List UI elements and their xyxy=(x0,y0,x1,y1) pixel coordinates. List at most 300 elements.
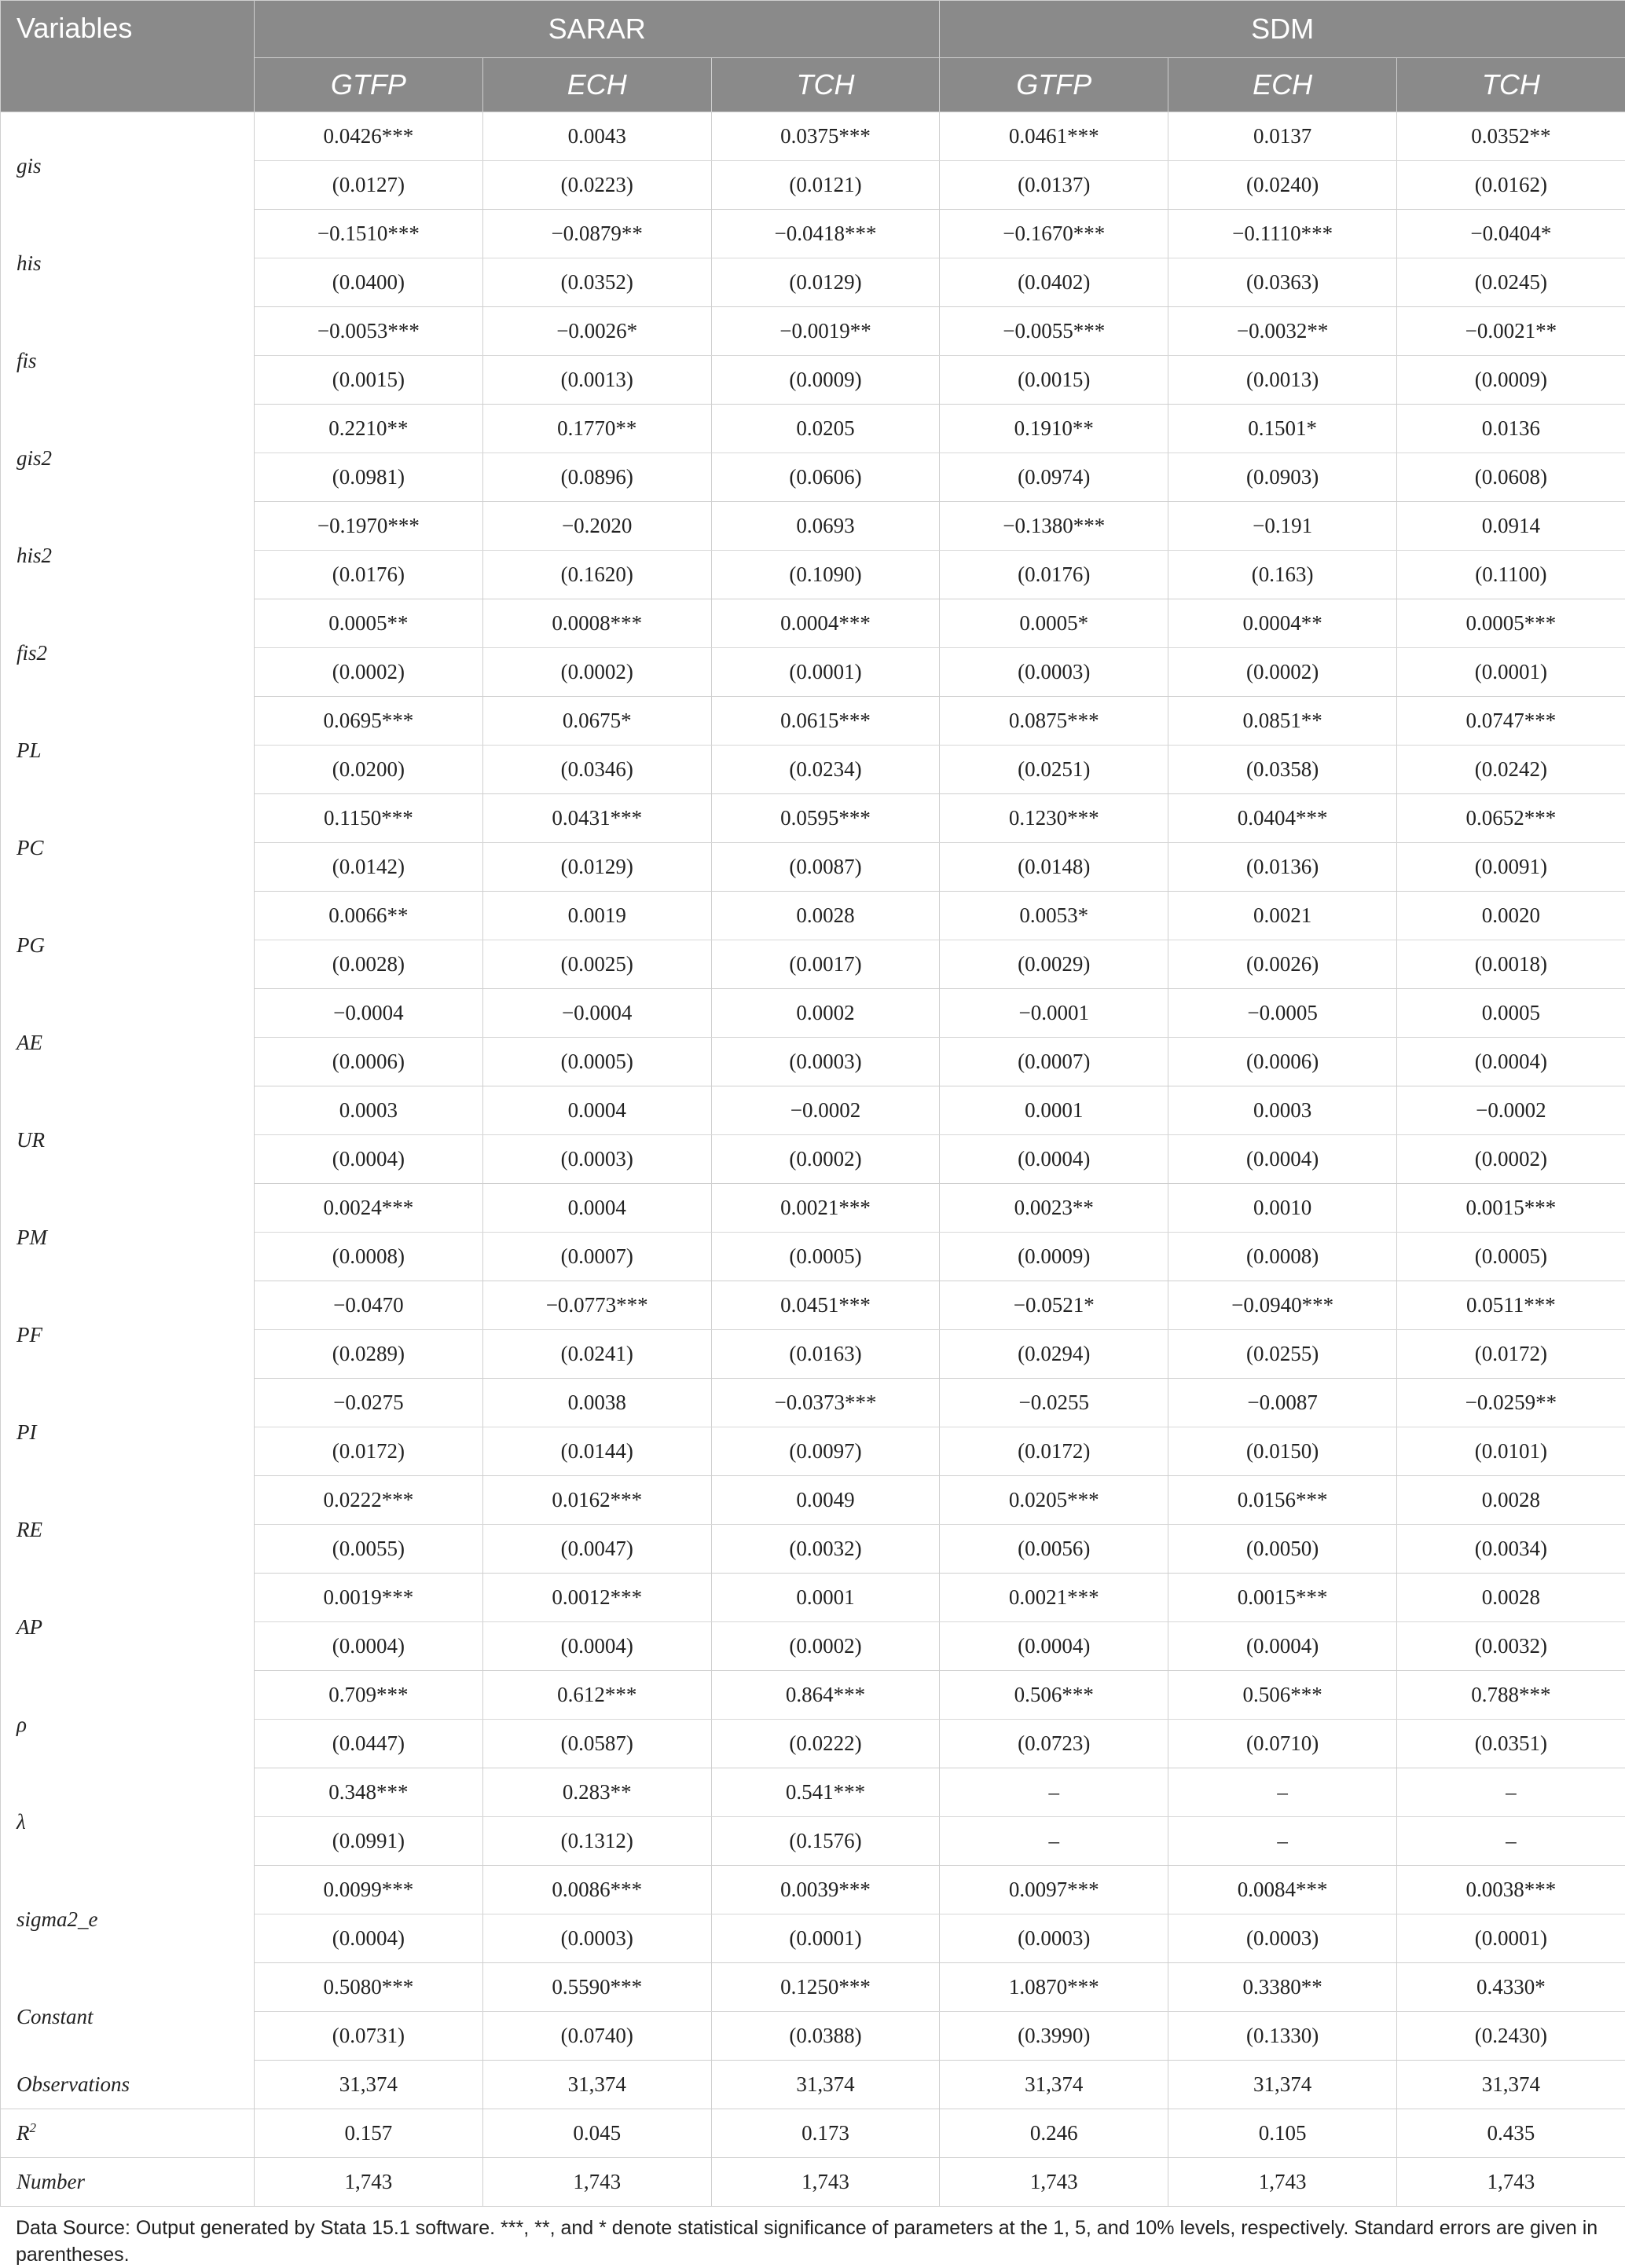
standard-error-cell: (0.0388) xyxy=(711,2012,940,2061)
standard-error-cell: – xyxy=(1168,1817,1397,1866)
coefficient-cell: −0.0002 xyxy=(711,1086,940,1135)
standard-error-cell: (0.0400) xyxy=(255,258,483,307)
coefficient-cell: −0.1380*** xyxy=(940,502,1168,551)
coefficient-cell: 0.0008*** xyxy=(482,599,711,648)
standard-error-cell: (0.0087) xyxy=(711,843,940,892)
coefficient-cell: 0.0136 xyxy=(1396,405,1625,453)
summary-value-cell: 31,374 xyxy=(482,2061,711,2109)
standard-error-cell: (0.0176) xyxy=(255,551,483,599)
variable-name: RE xyxy=(1,1476,255,1574)
coefficient-cell: 0.0024*** xyxy=(255,1184,483,1233)
standard-error-cell: (0.0172) xyxy=(255,1427,483,1476)
standard-error-cell: (0.0032) xyxy=(1396,1622,1625,1671)
coefficient-cell: 0.0021*** xyxy=(940,1574,1168,1622)
coefficient-row xyxy=(1,1281,1625,1330)
standard-error-cell: (0.0991) xyxy=(255,1817,483,1866)
coefficient-cell: 0.1250*** xyxy=(711,1963,940,2012)
coefficient-cell: 0.0028 xyxy=(711,892,940,940)
coefficient-cell: 0.541*** xyxy=(711,1768,940,1817)
standard-error-cell: (0.0981) xyxy=(255,453,483,502)
coefficient-row xyxy=(1,1184,1625,1233)
standard-error-cell: (0.0251) xyxy=(940,746,1168,794)
coefficient-row xyxy=(1,1963,1625,2012)
coefficient-row xyxy=(1,989,1625,1038)
coefficient-row xyxy=(1,892,1625,940)
standard-error-cell: (0.0447) xyxy=(255,1720,483,1768)
group-header-sarar: SARAR xyxy=(255,1,940,58)
coefficient-cell: – xyxy=(1168,1768,1397,1817)
standard-error-cell: (0.0127) xyxy=(255,161,483,210)
coefficient-row xyxy=(1,697,1625,746)
coefficient-cell: 0.864*** xyxy=(711,1671,940,1720)
standard-error-cell: (0.0002) xyxy=(1168,648,1397,697)
coefficient-cell: 0.0652*** xyxy=(1396,794,1625,843)
standard-error-cell: (0.0740) xyxy=(482,2012,711,2061)
standard-error-cell: (0.3990) xyxy=(940,2012,1168,2061)
coefficient-cell: −0.0879** xyxy=(482,210,711,258)
standard-error-cell: (0.0150) xyxy=(1168,1427,1397,1476)
summary-row xyxy=(1,2158,1625,2207)
coefficient-cell: 0.0431*** xyxy=(482,794,711,843)
standard-error-cell: (0.0004) xyxy=(255,1622,483,1671)
standard-error-cell: (0.1620) xyxy=(482,551,711,599)
standard-error-cell: (0.0013) xyxy=(482,356,711,405)
standard-error-cell: (0.0289) xyxy=(255,1330,483,1379)
coefficient-cell: 0.5080*** xyxy=(255,1963,483,2012)
summary-value-cell: 1,743 xyxy=(255,2158,483,2207)
variable-name: PG xyxy=(1,892,255,989)
standard-error-cell: (0.0015) xyxy=(255,356,483,405)
standard-error-cell: (0.0137) xyxy=(940,161,1168,210)
variable-name: PC xyxy=(1,794,255,892)
coefficient-cell: 0.0375*** xyxy=(711,112,940,161)
standard-error-cell: (0.0245) xyxy=(1396,258,1625,307)
coefficient-cell: −0.0773*** xyxy=(482,1281,711,1330)
coefficient-cell: 0.0019 xyxy=(482,892,711,940)
coefficient-cell: −0.1510*** xyxy=(255,210,483,258)
standard-error-cell: (0.0001) xyxy=(711,1914,940,1963)
summary-value-cell: 31,374 xyxy=(711,2061,940,2109)
coefficient-row xyxy=(1,210,1625,258)
variable-name: Constant xyxy=(1,1963,255,2061)
standard-error-cell: (0.0121) xyxy=(711,161,940,210)
standard-error-cell: (0.0006) xyxy=(255,1038,483,1086)
coefficient-row xyxy=(1,599,1625,648)
standard-error-cell: (0.0129) xyxy=(711,258,940,307)
coefficient-row xyxy=(1,1476,1625,1525)
group-header-sdm: SDM xyxy=(940,1,1625,58)
variable-name: PI xyxy=(1,1379,255,1476)
coefficient-cell: −0.0087 xyxy=(1168,1379,1397,1427)
standard-error-cell: (0.0351) xyxy=(1396,1720,1625,1768)
coefficient-row xyxy=(1,1086,1625,1135)
standard-error-cell: (0.0009) xyxy=(1396,356,1625,405)
standard-error-cell: (0.0034) xyxy=(1396,1525,1625,1574)
variable-name: ρ xyxy=(1,1671,255,1768)
standard-error-cell: (0.0009) xyxy=(940,1233,1168,1281)
coefficient-cell: 0.2210** xyxy=(255,405,483,453)
summary-label-text: Number xyxy=(17,2170,85,2193)
coefficient-cell: −0.1110*** xyxy=(1168,210,1397,258)
coefficient-cell: −0.0019** xyxy=(711,307,940,356)
summary-value-cell: 0.435 xyxy=(1396,2109,1625,2158)
coefficient-cell: −0.0404* xyxy=(1396,210,1625,258)
coefficient-cell: 0.0086*** xyxy=(482,1866,711,1914)
coefficient-cell: 0.0099*** xyxy=(255,1866,483,1914)
coefficient-cell: 0.1770** xyxy=(482,405,711,453)
coefficient-cell: 0.0012*** xyxy=(482,1574,711,1622)
standard-error-cell: (0.0028) xyxy=(255,940,483,989)
summary-label xyxy=(1,2061,255,2109)
summary-row xyxy=(1,2109,1625,2158)
coefficient-row xyxy=(1,1768,1625,1817)
coefficient-row xyxy=(1,794,1625,843)
variable-name: PF xyxy=(1,1281,255,1379)
coefficient-cell: 0.0004 xyxy=(482,1184,711,1233)
coefficient-cell: −0.191 xyxy=(1168,502,1397,551)
coefficient-cell: 0.0352** xyxy=(1396,112,1625,161)
standard-error-cell: (0.0008) xyxy=(1168,1233,1397,1281)
summary-row xyxy=(1,2061,1625,2109)
standard-error-cell: (0.0009) xyxy=(711,356,940,405)
coefficient-row xyxy=(1,307,1625,356)
coefficient-cell: −0.0021** xyxy=(1396,307,1625,356)
coefficient-cell: 0.0162*** xyxy=(482,1476,711,1525)
standard-error-cell: (0.0731) xyxy=(255,2012,483,2061)
standard-error-cell: (0.0142) xyxy=(255,843,483,892)
standard-error-cell: (0.0294) xyxy=(940,1330,1168,1379)
coefficient-cell: 0.1501* xyxy=(1168,405,1397,453)
coefficient-cell: 0.4330* xyxy=(1396,1963,1625,2012)
standard-error-cell: (0.0029) xyxy=(940,940,1168,989)
standard-error-cell: (0.0352) xyxy=(482,258,711,307)
coefficient-cell: 0.0404*** xyxy=(1168,794,1397,843)
coefficient-cell: 0.506*** xyxy=(940,1671,1168,1720)
standard-error-cell: (0.1090) xyxy=(711,551,940,599)
coefficient-cell: 0.0015*** xyxy=(1168,1574,1397,1622)
standard-error-cell: (0.0003) xyxy=(940,1914,1168,1963)
coefficient-cell: 0.0461*** xyxy=(940,112,1168,161)
standard-error-cell: (0.1330) xyxy=(1168,2012,1397,2061)
coefficient-cell: 0.0021 xyxy=(1168,892,1397,940)
coefficient-cell: −0.0004 xyxy=(255,989,483,1038)
standard-error-cell: (0.0001) xyxy=(711,648,940,697)
standard-error-cell: (0.0056) xyxy=(940,1525,1168,1574)
coefficient-row xyxy=(1,1671,1625,1720)
standard-error-cell: (0.0136) xyxy=(1168,843,1397,892)
summary-label xyxy=(1,2158,255,2207)
standard-error-cell: (0.0091) xyxy=(1396,843,1625,892)
table-header xyxy=(1,1,1625,112)
subcolumn-header: ECH xyxy=(1168,58,1397,112)
coefficient-cell: 0.0019*** xyxy=(255,1574,483,1622)
standard-error-cell: (0.0005) xyxy=(1396,1233,1625,1281)
standard-error-cell: (0.0050) xyxy=(1168,1525,1397,1574)
coefficient-cell: 0.0002 xyxy=(711,989,940,1038)
standard-error-cell: (0.0002) xyxy=(1396,1135,1625,1184)
coefficient-cell: −0.0053*** xyxy=(255,307,483,356)
standard-error-cell: (0.0608) xyxy=(1396,453,1625,502)
coefficient-row xyxy=(1,1866,1625,1914)
standard-error-cell: (0.0001) xyxy=(1396,648,1625,697)
variable-name: AP xyxy=(1,1574,255,1671)
standard-error-cell: (0.0003) xyxy=(940,648,1168,697)
coefficient-cell: 0.0020 xyxy=(1396,892,1625,940)
coefficient-cell: 0.0001 xyxy=(940,1086,1168,1135)
standard-error-cell: (0.0162) xyxy=(1396,161,1625,210)
standard-error-cell: (0.0242) xyxy=(1396,746,1625,794)
coefficient-row xyxy=(1,1379,1625,1427)
standard-error-cell: (0.0018) xyxy=(1396,940,1625,989)
standard-error-cell: (0.0172) xyxy=(1396,1330,1625,1379)
standard-error-cell: (0.0234) xyxy=(711,746,940,794)
standard-error-cell: (0.0005) xyxy=(482,1038,711,1086)
coefficient-cell: 0.0001 xyxy=(711,1574,940,1622)
coefficient-cell: 0.0039*** xyxy=(711,1866,940,1914)
subcolumn-header: GTFP xyxy=(940,58,1168,112)
standard-error-cell: (0.0017) xyxy=(711,940,940,989)
variable-name: AE xyxy=(1,989,255,1086)
standard-error-cell: (0.0008) xyxy=(255,1233,483,1281)
standard-error-cell: (0.0363) xyxy=(1168,258,1397,307)
standard-error-cell: (0.0047) xyxy=(482,1525,711,1574)
standard-error-cell: (0.0001) xyxy=(1396,1914,1625,1963)
coefficient-cell: −0.0470 xyxy=(255,1281,483,1330)
subcolumn-header: TCH xyxy=(711,58,940,112)
coefficient-cell: 0.0038*** xyxy=(1396,1866,1625,1914)
coefficient-cell: 0.0053* xyxy=(940,892,1168,940)
summary-value-cell: 31,374 xyxy=(1168,2061,1397,2109)
coefficient-cell: −0.0002 xyxy=(1396,1086,1625,1135)
coefficient-cell: −0.0032** xyxy=(1168,307,1397,356)
standard-error-cell: (0.0896) xyxy=(482,453,711,502)
standard-error-cell: (0.0097) xyxy=(711,1427,940,1476)
standard-error-cell: (0.2430) xyxy=(1396,2012,1625,2061)
coefficient-cell: 0.0004 xyxy=(482,1086,711,1135)
standard-error-cell: (0.1576) xyxy=(711,1817,940,1866)
standard-error-cell: (0.0032) xyxy=(711,1525,940,1574)
standard-error-cell: (0.0222) xyxy=(711,1720,940,1768)
variable-name: his xyxy=(1,210,255,307)
standard-error-cell: (0.0710) xyxy=(1168,1720,1397,1768)
coefficient-cell: −0.0373*** xyxy=(711,1379,940,1427)
coefficient-cell: −0.1970*** xyxy=(255,502,483,551)
summary-value-cell: 1,743 xyxy=(1396,2158,1625,2207)
coefficient-cell: – xyxy=(1396,1768,1625,1817)
coefficient-cell: −0.0275 xyxy=(255,1379,483,1427)
standard-error-cell: (0.1312) xyxy=(482,1817,711,1866)
standard-error-cell: (0.0144) xyxy=(482,1427,711,1476)
standard-error-cell: (0.0255) xyxy=(1168,1330,1397,1379)
standard-error-cell: (0.0004) xyxy=(1396,1038,1625,1086)
coefficient-row xyxy=(1,1574,1625,1622)
standard-error-cell: (0.0723) xyxy=(940,1720,1168,1768)
coefficient-cell: 0.506*** xyxy=(1168,1671,1397,1720)
coefficient-cell: 0.0066** xyxy=(255,892,483,940)
standard-error-cell: (0.0004) xyxy=(255,1135,483,1184)
variable-name: PL xyxy=(1,697,255,794)
standard-error-cell: (0.0025) xyxy=(482,940,711,989)
standard-error-cell: (0.0003) xyxy=(482,1135,711,1184)
coefficient-cell: 0.0004** xyxy=(1168,599,1397,648)
standard-error-cell: (0.0003) xyxy=(482,1914,711,1963)
coefficient-cell: 0.0747*** xyxy=(1396,697,1625,746)
summary-label-superscript: 2 xyxy=(30,2120,37,2135)
variable-name: his2 xyxy=(1,502,255,599)
coefficient-cell: 0.0426*** xyxy=(255,112,483,161)
coefficient-cell: 0.0615*** xyxy=(711,697,940,746)
standard-error-cell: (0.0129) xyxy=(482,843,711,892)
standard-error-cell: (0.0240) xyxy=(1168,161,1397,210)
standard-error-cell: (0.0172) xyxy=(940,1427,1168,1476)
summary-value-cell: 1,743 xyxy=(940,2158,1168,2207)
coefficient-cell: 0.0511*** xyxy=(1396,1281,1625,1330)
standard-error-cell: (0.0007) xyxy=(940,1038,1168,1086)
coefficient-cell: 0.612*** xyxy=(482,1671,711,1720)
variable-name: sigma2_e xyxy=(1,1866,255,1963)
summary-value-cell: 0.246 xyxy=(940,2109,1168,2158)
standard-error-cell: (0.0903) xyxy=(1168,453,1397,502)
subcolumn-header: TCH xyxy=(1396,58,1625,112)
summary-label xyxy=(1,2109,255,2158)
coefficient-cell: 1.0870*** xyxy=(940,1963,1168,2012)
coefficient-cell: 0.709*** xyxy=(255,1671,483,1720)
table-body xyxy=(1,112,1625,2207)
standard-error-cell: (0.0004) xyxy=(482,1622,711,1671)
summary-value-cell: 1,743 xyxy=(711,2158,940,2207)
coefficient-row xyxy=(1,112,1625,161)
coefficient-cell: −0.0004 xyxy=(482,989,711,1038)
coefficient-cell: 0.0693 xyxy=(711,502,940,551)
coefficient-cell: 0.1910** xyxy=(940,405,1168,453)
coefficient-cell: 0.5590*** xyxy=(482,1963,711,2012)
coefficient-cell: 0.0043 xyxy=(482,112,711,161)
coefficient-cell: −0.0055*** xyxy=(940,307,1168,356)
coefficient-cell: −0.1670*** xyxy=(940,210,1168,258)
coefficient-cell: −0.0005 xyxy=(1168,989,1397,1038)
standard-error-cell: (0.0002) xyxy=(255,648,483,697)
coefficient-cell: 0.0451*** xyxy=(711,1281,940,1330)
coefficient-cell: 0.0084*** xyxy=(1168,1866,1397,1914)
standard-error-cell: – xyxy=(1396,1817,1625,1866)
variable-name: fis xyxy=(1,307,255,405)
standard-error-cell: (0.0002) xyxy=(711,1622,940,1671)
standard-error-cell: (0.0200) xyxy=(255,746,483,794)
summary-value-cell: 0.045 xyxy=(482,2109,711,2158)
standard-error-cell: (0.0026) xyxy=(1168,940,1397,989)
coefficient-cell: −0.2020 xyxy=(482,502,711,551)
coefficient-cell: 0.0156*** xyxy=(1168,1476,1397,1525)
standard-error-cell: (0.0402) xyxy=(940,258,1168,307)
standard-error-cell: (0.0003) xyxy=(1168,1914,1397,1963)
coefficient-cell: 0.0021*** xyxy=(711,1184,940,1233)
coefficient-cell: 0.0023** xyxy=(940,1184,1168,1233)
summary-label-text: R xyxy=(17,2121,30,2145)
summary-value-cell: 1,743 xyxy=(482,2158,711,2207)
coefficient-cell: −0.0255 xyxy=(940,1379,1168,1427)
standard-error-cell: (0.0223) xyxy=(482,161,711,210)
coefficient-cell: 0.1230*** xyxy=(940,794,1168,843)
coefficient-cell: 0.0049 xyxy=(711,1476,940,1525)
standard-error-cell: (0.1100) xyxy=(1396,551,1625,599)
variable-name: λ xyxy=(1,1768,255,1866)
coefficient-cell: 0.0595*** xyxy=(711,794,940,843)
coefficient-row xyxy=(1,502,1625,551)
standard-error-cell: (0.0241) xyxy=(482,1330,711,1379)
subcolumn-header: GTFP xyxy=(255,58,483,112)
coefficient-cell: 0.0222*** xyxy=(255,1476,483,1525)
standard-error-cell: (0.0003) xyxy=(711,1038,940,1086)
standard-error-cell: (0.0004) xyxy=(1168,1135,1397,1184)
standard-error-cell: (0.0004) xyxy=(940,1135,1168,1184)
coefficient-cell: −0.0259** xyxy=(1396,1379,1625,1427)
coefficient-cell: 0.3380** xyxy=(1168,1963,1397,2012)
summary-value-cell: 0.157 xyxy=(255,2109,483,2158)
coefficient-cell: 0.0137 xyxy=(1168,112,1397,161)
summary-value-cell: 31,374 xyxy=(1396,2061,1625,2109)
coefficient-cell: −0.0026* xyxy=(482,307,711,356)
standard-error-cell: (0.0007) xyxy=(482,1233,711,1281)
standard-error-cell: (0.0055) xyxy=(255,1525,483,1574)
standard-error-cell: (0.0148) xyxy=(940,843,1168,892)
standard-error-cell: (0.0176) xyxy=(940,551,1168,599)
standard-error-cell: (0.0002) xyxy=(711,1135,940,1184)
coefficient-cell: 0.0914 xyxy=(1396,502,1625,551)
coefficient-cell: 0.0015*** xyxy=(1396,1184,1625,1233)
coefficient-cell: −0.0940*** xyxy=(1168,1281,1397,1330)
coefficient-cell: 0.0003 xyxy=(1168,1086,1397,1135)
summary-value-cell: 31,374 xyxy=(940,2061,1168,2109)
standard-error-cell: (0.0004) xyxy=(255,1914,483,1963)
standard-error-cell: (0.0163) xyxy=(711,1330,940,1379)
coefficient-cell: 0.1150*** xyxy=(255,794,483,843)
coefficient-cell: 0.0005*** xyxy=(1396,599,1625,648)
variable-name: UR xyxy=(1,1086,255,1184)
coefficient-cell: 0.0005* xyxy=(940,599,1168,648)
summary-value-cell: 31,374 xyxy=(255,2061,483,2109)
subcolumn-header: ECH xyxy=(482,58,711,112)
coefficient-cell: 0.0038 xyxy=(482,1379,711,1427)
coefficient-cell: −0.0418*** xyxy=(711,210,940,258)
table-footnote: Data Source: Output generated by Stata 15.1 software. ***, **, and * denote statistical significance of parameters at the 1, 5, and 10% levels, respectively. Standard errors are given in parentheses. xyxy=(0,2207,1625,2268)
standard-error-cell: (0.0004) xyxy=(940,1622,1168,1671)
standard-error-cell: (0.0013) xyxy=(1168,356,1397,405)
standard-error-cell: (0.0002) xyxy=(482,648,711,697)
coefficient-cell: – xyxy=(940,1768,1168,1817)
coefficient-cell: 0.0028 xyxy=(1396,1574,1625,1622)
coefficient-cell: 0.0205 xyxy=(711,405,940,453)
standard-error-cell: (0.0101) xyxy=(1396,1427,1625,1476)
variable-name: gis2 xyxy=(1,405,255,502)
coefficient-cell: 0.0005** xyxy=(255,599,483,648)
coefficient-cell: 0.0097*** xyxy=(940,1866,1168,1914)
coefficient-cell: 0.348*** xyxy=(255,1768,483,1817)
coefficient-cell: 0.0003 xyxy=(255,1086,483,1135)
coefficient-cell: 0.283** xyxy=(482,1768,711,1817)
coefficient-cell: 0.0875*** xyxy=(940,697,1168,746)
coefficient-cell: 0.0010 xyxy=(1168,1184,1397,1233)
coefficient-cell: −0.0521* xyxy=(940,1281,1168,1330)
coefficient-cell: 0.788*** xyxy=(1396,1671,1625,1720)
standard-error-cell: (0.0974) xyxy=(940,453,1168,502)
standard-error-cell: (0.163) xyxy=(1168,551,1397,599)
coefficient-cell: 0.0205*** xyxy=(940,1476,1168,1525)
coefficient-cell: −0.0001 xyxy=(940,989,1168,1038)
variable-name: gis xyxy=(1,112,255,210)
summary-value-cell: 0.173 xyxy=(711,2109,940,2158)
summary-label-text: Observations xyxy=(17,2072,130,2096)
standard-error-cell: (0.0587) xyxy=(482,1720,711,1768)
